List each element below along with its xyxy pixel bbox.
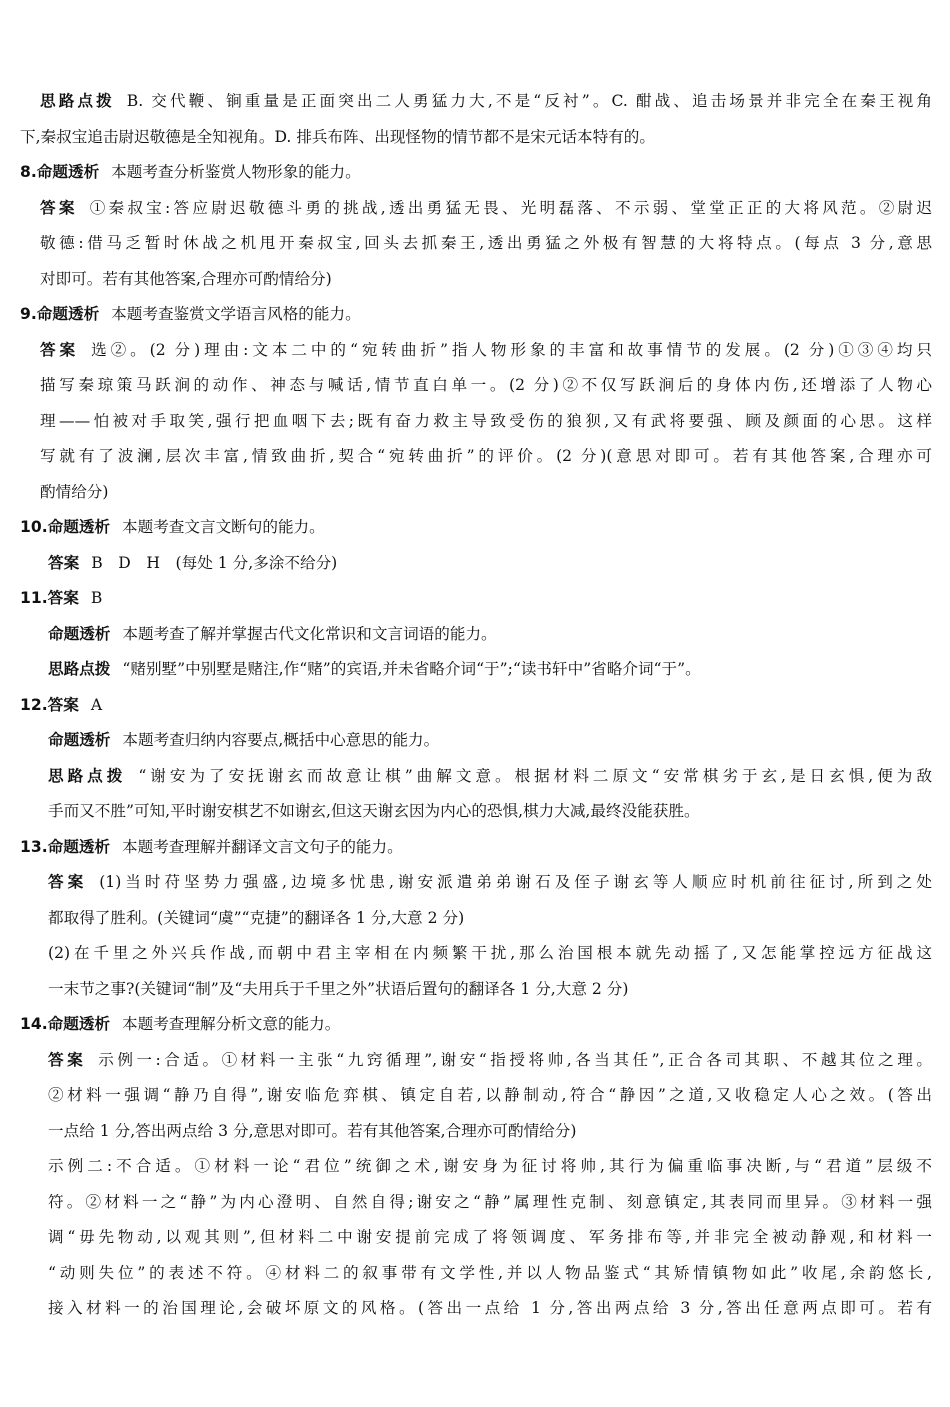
q14-example2-line-4: “动则失位”的表述不符。④材料二的叙事带有文学性,并以人物品鉴式“其矫情镇物如此”收尾,余韵悠长,	[48, 1263, 932, 1282]
answer-label: 答案	[48, 553, 80, 572]
q14-answer-line-3: 一点给 1 分,答出两点给 3 分,意思对即可。若有其他答案,合理亦可酌情给分)	[48, 1121, 577, 1140]
analysis-label: 命题透析	[47, 1015, 111, 1033]
analysis-label: 命题透析	[47, 837, 111, 856]
question-number: 10.	[20, 518, 48, 536]
q10-header: 10.命题透析 本题考查文言文断句的能力。	[20, 518, 325, 536]
answer-label: 答案	[48, 1050, 87, 1069]
q9-header: 9.命题透析 本题考查鉴赏文学语言风格的能力。	[20, 305, 361, 323]
q13-answer-line-2: 都取得了胜利。(关键词“虞”“克捷”的翻译各 1 分,大意 2 分)	[48, 908, 465, 927]
q13-answer-line-3: (2)在千里之外兴兵作战,而朝中君主宰相在内频繁干扰,那么治国根本就先动摇了,又怎能掌控远方征战这	[48, 944, 932, 962]
q14-example2-line-1: 示例二:不合适。①材料一论“君位”统御之术,谢安身为征讨将帅,其行为偏重临事决断,与“君道”层级不	[48, 1157, 932, 1175]
q13-answer-line-1: 答案 (1)当时苻坚势力强盛,边境多忧患,谢安派遣弟弟谢石及侄子谢玄等人顺应时机前往征讨,所到之处	[48, 873, 932, 891]
analysis-label: 命题透析	[48, 731, 111, 749]
answer-label: 答案	[47, 695, 79, 714]
q12-thinking-line-2: 手而又不胜”可知,平时谢安棋艺不如谢玄,但这天谢玄因为内心的恐惧,棋力大减,最终没能获胜。	[48, 802, 700, 820]
q8-answer-line-1: 答案 ①秦叔宝:答应尉迟敬德斗勇的挑战,透出勇猛无畏、光明磊落、不示弱、堂堂正正的大将风范。②尉迟	[40, 198, 932, 217]
q9-answer-line-3: 理——怕被对手取笑,强行把血咽下去;既有奋力救主导致受伤的狼狈,又有武将要强、顾及颜面的心思。这样	[40, 411, 932, 430]
q13-answer-line-4: 一末节之事?(关键词“制”及“夫用兵于千里之外”状语后置句的翻译各 1 分,大意 2 分)	[48, 979, 629, 998]
question-number: 12.	[20, 695, 48, 714]
analysis-label: 命题透析	[48, 624, 111, 643]
question-number: 14.	[20, 1015, 48, 1033]
q14-example2-line-2: 符。②材料一之“静”为内心澄明、自然自得;谢安之“静”属理性克制、刻意镇定,其表同而里异。③材料一强	[48, 1192, 932, 1211]
q-prev-thinking-line-1: 思路点拨 B. 交代鞭、锏重量是正面突出二人勇猛力大,不是“反衬”。C. 酣战、追击场景并非完全在秦王视角	[40, 92, 932, 110]
q14-answer-line-1: 答案 示例一:合适。①材料一主张“九窍循理”,谢安“指授将帅,各当其任”,正合各司其职、不越其位之理。	[48, 1050, 932, 1069]
analysis-label: 命题透析	[47, 518, 111, 536]
q-prev-thinking-line-2: 下,秦叔宝追击尉迟敬德是全知视角。D. 排兵布阵、出现怪物的情节都不是宋元话本特有的。	[20, 127, 655, 146]
q12-analysis: 命题透析 本题考查归纳内容要点,概括中心意思的能力。	[48, 731, 440, 749]
q9-answer-line-1: 答案 选②。(2 分)理由:文本二中的“宛转曲折”指人物形象的丰富和故事情节的发展。(2 分)①③④均只	[40, 340, 932, 359]
answer-label: 答案	[40, 198, 78, 217]
q9-answer-line-4: 写就有了波澜,层次丰富,情致曲折,契合“宛转曲折”的评价。(2 分)(意思对即可。若有其他答案,合理亦可	[40, 447, 932, 465]
q8-answer-line-2: 敬德:借马乏暂时休战之机甩开秦叔宝,回头去抓秦王,透出勇猛之外极有智慧的大将特点。(每点 3 分,意思	[40, 234, 932, 252]
q11-header: 11.答案 B	[20, 589, 103, 607]
answer-label: 答案	[48, 873, 88, 891]
q13-header: 13.命题透析 本题考查理解并翻译文言文句子的能力。	[20, 837, 403, 856]
question-number: 9.	[20, 305, 37, 323]
thinking-tip-label: 思路点拨	[48, 660, 111, 678]
q10-answer: 答案 B D H (每处 1 分,多涂不给分)	[48, 553, 338, 572]
q8-header: 8.命题透析 本题考查分析鉴赏人物形象的能力。	[20, 163, 361, 181]
q9-answer-line-5: 酌情给分)	[40, 482, 109, 501]
q12-header: 12.答案 A	[20, 695, 103, 714]
q11-analysis: 命题透析 本题考查了解并掌握古代文化常识和文言词语的能力。	[48, 624, 497, 643]
q9-answer-line-2: 描写秦琼策马跃涧的动作、神态与喊话,情节直白单一。(2 分)②不仅写跃涧后的身体内伤,还增添了人物心	[40, 376, 932, 394]
thinking-tip-label: 思路点拨	[48, 766, 127, 785]
q8-answer-line-3: 对即可。若有其他答案,合理亦可酌情给分)	[40, 269, 332, 288]
question-number: 13.	[20, 837, 48, 856]
answer-label: 答案	[40, 340, 80, 359]
answer-label: 答案	[47, 589, 79, 607]
q12-thinking-line-1: 思路点拨 “谢安为了安抚谢玄而故意让棋”曲解文意。根据材料二原文“安常棋劣于玄,是日玄惧,便为敌	[48, 766, 932, 785]
question-number: 11.	[20, 589, 48, 607]
q14-header: 14.命题透析 本题考查理解分析文意的能力。	[20, 1015, 341, 1033]
analysis-label: 命题透析	[36, 305, 100, 323]
q14-example2-line-5: 接入材料一的治国理论,会破坏原文的风格。(答出一点给 1 分,答出两点给 3 分,答出任意两点即可。若有	[48, 1299, 932, 1317]
q11-thinking: 思路点拨 “赌别墅”中别墅是赌注,作“赌”的宾语,并未省略介词“于”;“读书轩中”省略介词“于”。	[48, 660, 701, 678]
thinking-tip-label: 思路点拨	[40, 92, 115, 110]
q14-example2-line-3: 调“毋先物动,以观其则”,但材料二中谢安提前完成了将领调度、军务排布等,并非完全被动静观,和材料一	[48, 1228, 932, 1246]
analysis-label: 命题透析	[36, 163, 100, 181]
answer-key-page	[20, 84, 932, 1327]
question-number: 8.	[20, 163, 37, 181]
q14-answer-line-2: ②材料一强调“静乃自得”,谢安临危弈棋、镇定自若,以静制动,符合“静因”之道,又收稳定人心之效。(答出	[48, 1086, 932, 1104]
